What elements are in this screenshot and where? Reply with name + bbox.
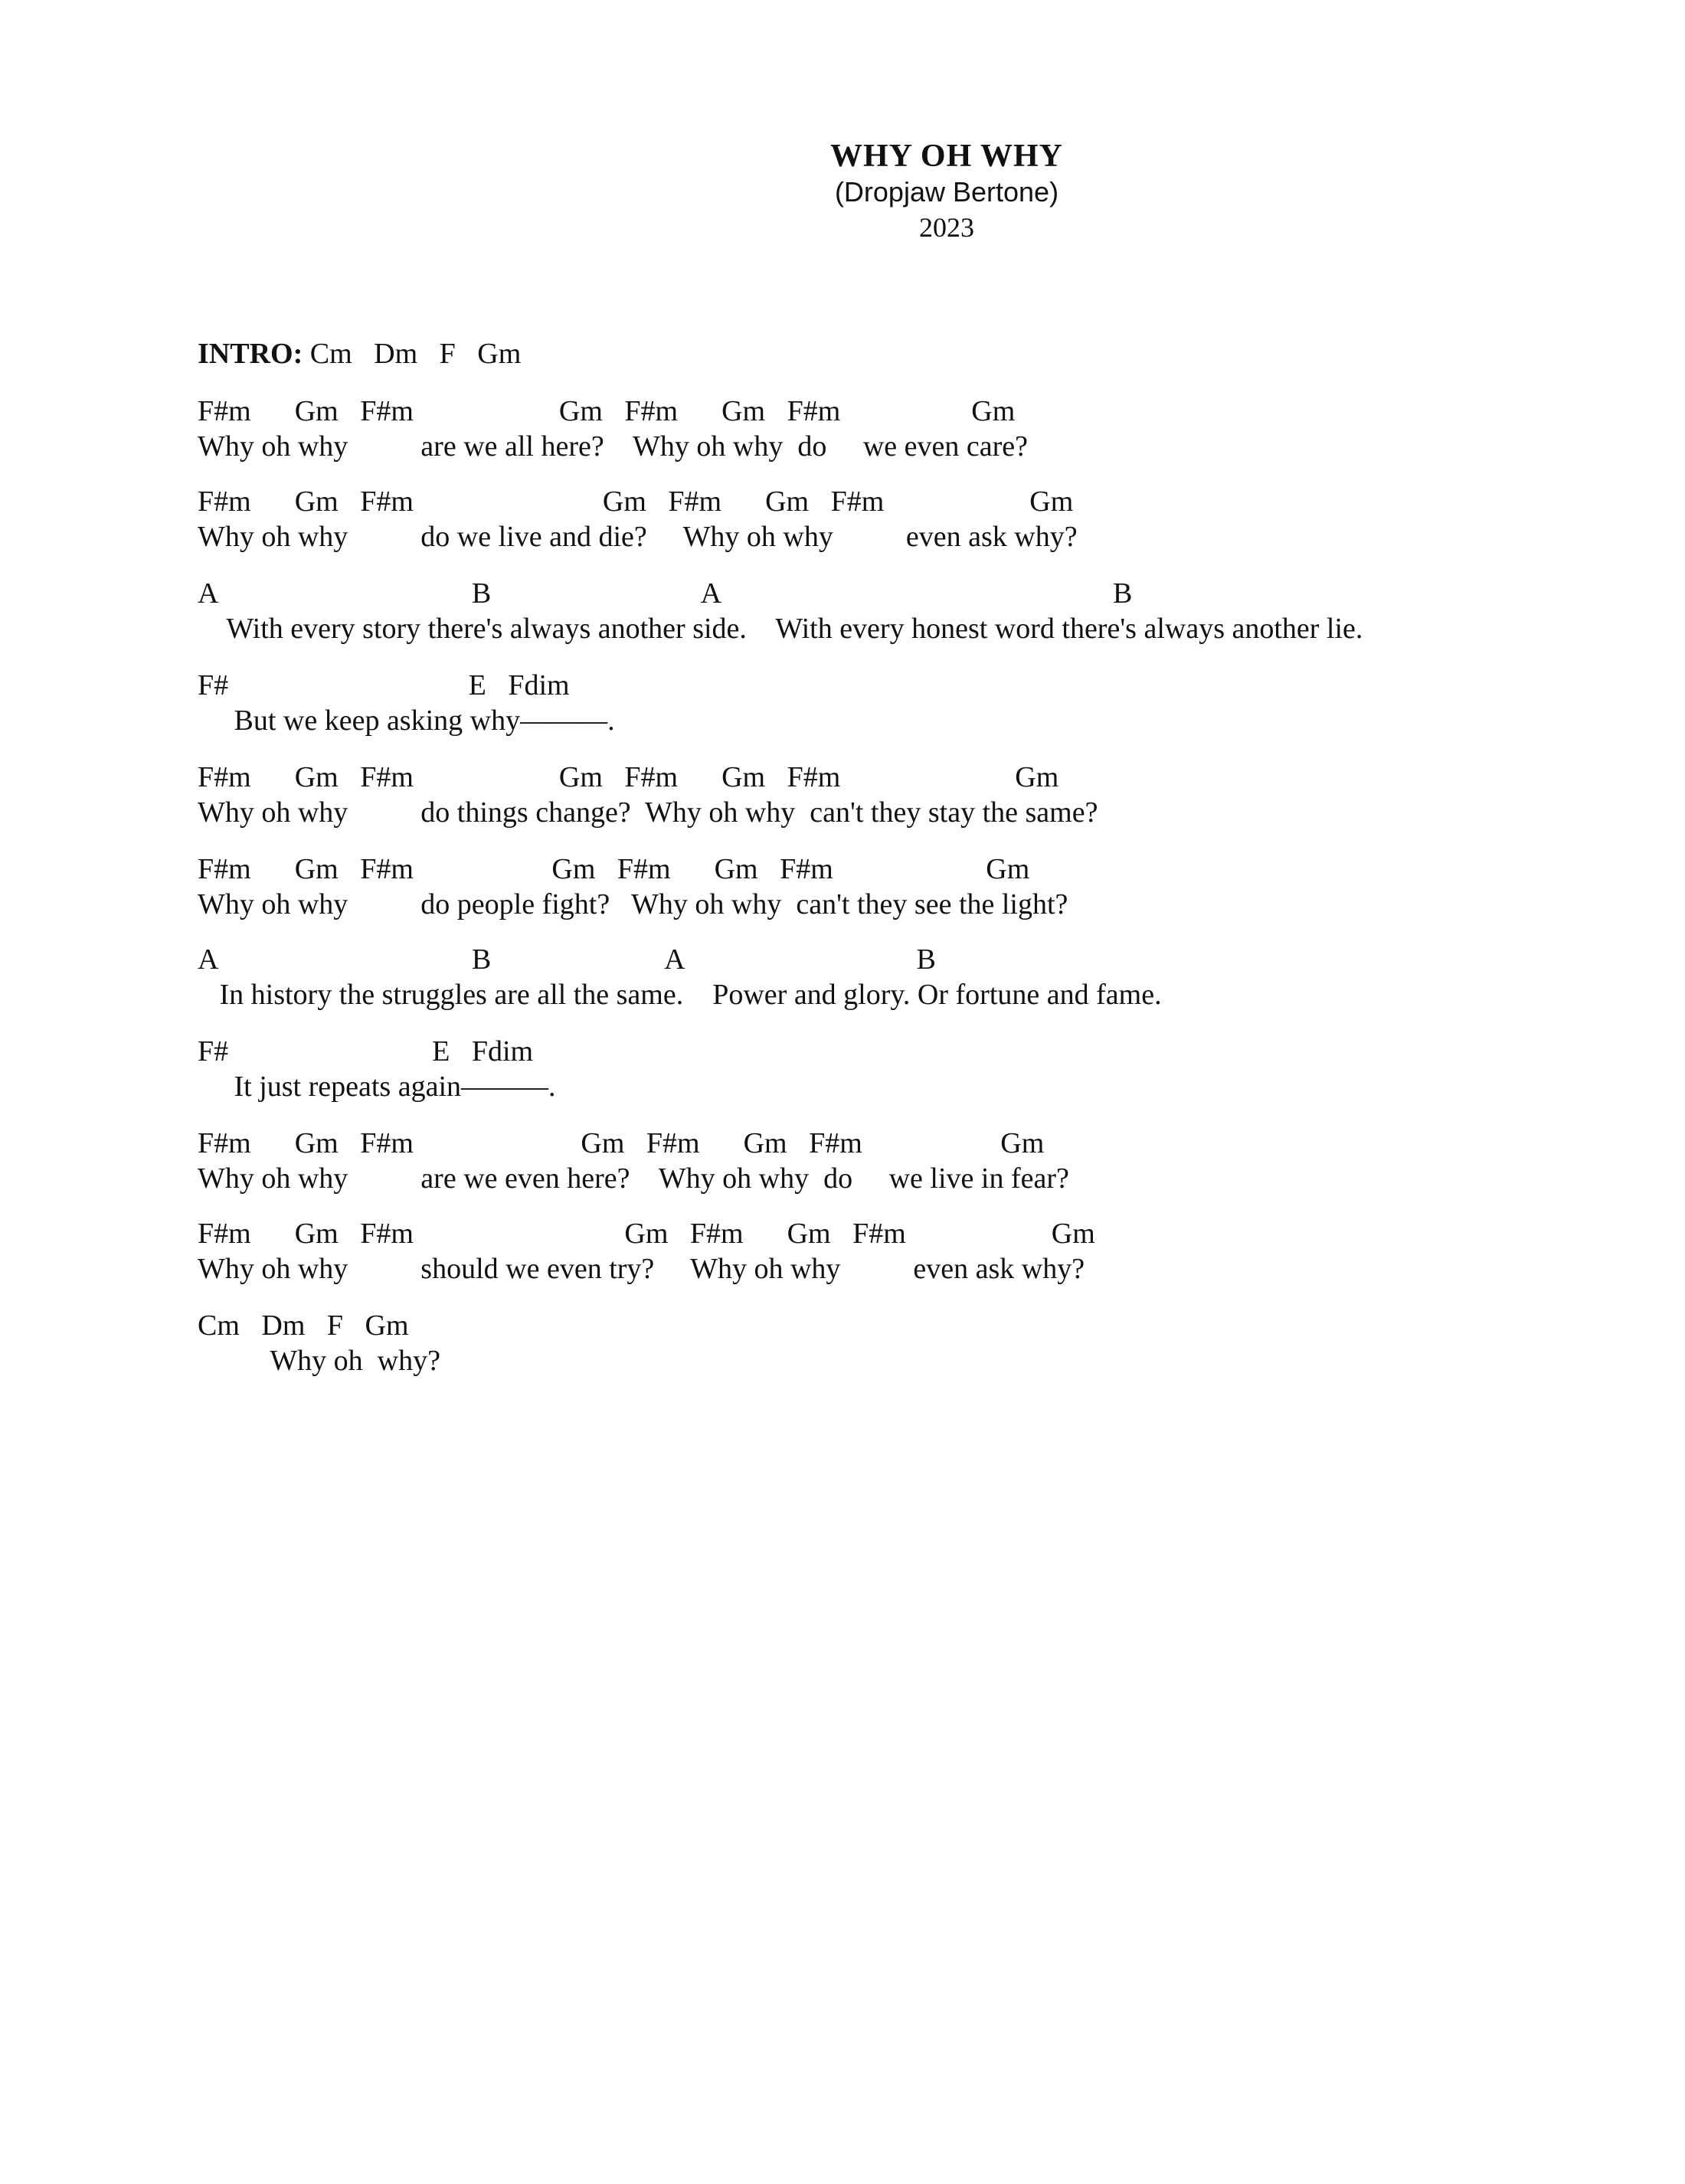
lyric-line: In history the struggles are all the same. Power and glory. Or fortune and fame. <box>198 979 1162 1011</box>
lyric-line: Why oh why are we all here? Why oh why do we even care? <box>198 430 1029 463</box>
chord-line: F#m Gm F#m Gm F#m Gm F#m Gm <box>198 761 1059 793</box>
chord-line: F# E Fdim <box>198 1035 534 1067</box>
chord-line: A B A B <box>198 943 936 976</box>
chord-line: A B A B <box>198 577 1133 610</box>
lyric-line: With every story there's always another side. With every honest word there's always another lie. <box>198 613 1363 645</box>
lyric-line: But we keep asking why———. <box>198 705 615 737</box>
lyric-line: Why oh why should we even try? Why oh why even ask why? <box>198 1253 1085 1285</box>
lyric-line: Why oh why? <box>198 1345 440 1377</box>
lyric-line: Why oh why do people fight? Why oh why can't they see the light? <box>198 888 1068 920</box>
intro-chords: Cm Dm F Gm <box>303 338 522 370</box>
lyric-line: Why oh why do we live and die? Why oh why even ask why? <box>198 521 1078 553</box>
intro-line <box>198 337 521 371</box>
chord-line: F#m Gm F#m Gm F#m Gm F#m Gm <box>198 1127 1045 1159</box>
chord-line: Cm Dm F Gm <box>198 1309 409 1342</box>
intro-label: INTRO: <box>198 338 303 370</box>
lyric-line: It just repeats again———. <box>198 1071 556 1103</box>
chord-line: F#m Gm F#m Gm F#m Gm F#m Gm <box>198 395 1016 427</box>
lyric-line: Why oh why are we even here? Why oh why do we live in fear? <box>198 1162 1069 1195</box>
chord-line: F#m Gm F#m Gm F#m Gm F#m Gm <box>198 486 1074 518</box>
lyric-line: Why oh why do things change? Why oh why can't they stay the same? <box>198 796 1098 829</box>
chord-line: F# E Fdim <box>198 669 570 701</box>
song-year: 2023 <box>919 212 974 243</box>
song-artist: (Dropjaw Bertone) <box>834 176 1059 208</box>
chord-line: F#m Gm F#m Gm F#m Gm F#m Gm <box>198 1218 1095 1250</box>
song-title: WHY OH WHY <box>829 139 1064 174</box>
chord-line: F#m Gm F#m Gm F#m Gm F#m Gm <box>198 853 1030 885</box>
